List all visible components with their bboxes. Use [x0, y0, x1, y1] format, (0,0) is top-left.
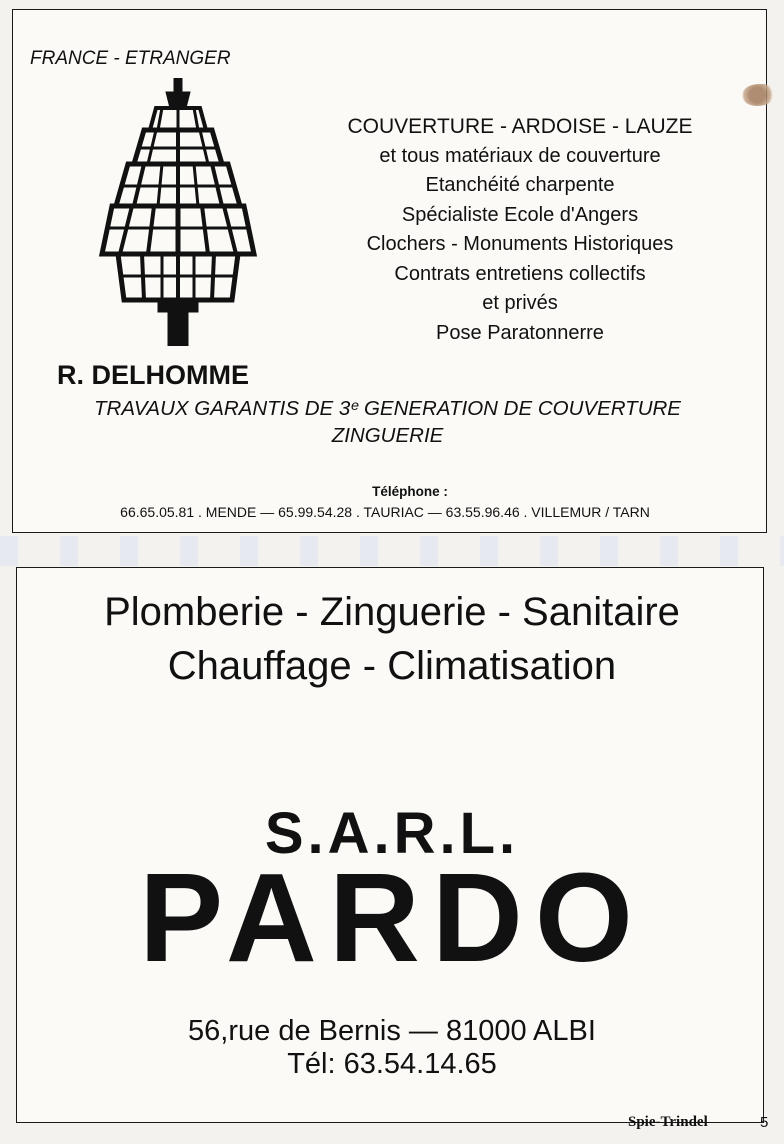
company-name: R. DELHOMME — [57, 360, 249, 390]
service-item: et tous matériaux de couverture — [379, 144, 661, 167]
address: 56,rue de Bernis — 81000 ALBI — [188, 1015, 596, 1047]
service-item: et privés — [482, 292, 558, 314]
paper-stain — [742, 84, 776, 106]
trades-line-2: Chauffage - Climatisation — [167, 644, 617, 688]
region-label: FRANCE - ETRANGER — [30, 48, 231, 69]
publication-name: Spie-Trindel — [628, 1114, 708, 1130]
legal-form: S.A.R.L. — [264, 801, 520, 866]
phone-label: Téléphone : — [372, 484, 448, 499]
bleed-through-band — [0, 536, 784, 566]
service-item: Pose Paratonnerre — [436, 321, 604, 344]
service-item: COUVERTURE - ARDOISE - LAUZE — [347, 115, 693, 138]
telephone: Tél: 63.54.14.65 — [287, 1048, 497, 1080]
service-item: Spécialiste Ecole d'Angers — [401, 203, 639, 226]
service-item: Contrats entretiens collectifs — [394, 262, 646, 285]
service-item: Etanchéité charpente — [425, 174, 615, 196]
trades-line-1: Plomberie - Zinguerie - Sanitaire — [104, 590, 680, 634]
page-number: 5 — [760, 1114, 769, 1131]
service-item: Clochers - Monuments Historiques — [366, 233, 674, 255]
services-list — [290, 112, 750, 348]
guarantee-line-2: ZINGUERIE — [331, 424, 444, 447]
guarantee-line-1: TRAVAUX GARANTIS DE 3ᵉ GENERATION DE COUVERTURE — [94, 397, 681, 420]
phone-numbers: 66.65.05.81 . MENDE — 65.99.54.28 . TAURIAC — 63.55.96.46 . VILLEMUR / TARN — [120, 504, 650, 520]
guarantee-text — [20, 395, 755, 449]
church-tower-icon — [98, 78, 258, 346]
company-name-large: PARDO — [139, 847, 645, 988]
